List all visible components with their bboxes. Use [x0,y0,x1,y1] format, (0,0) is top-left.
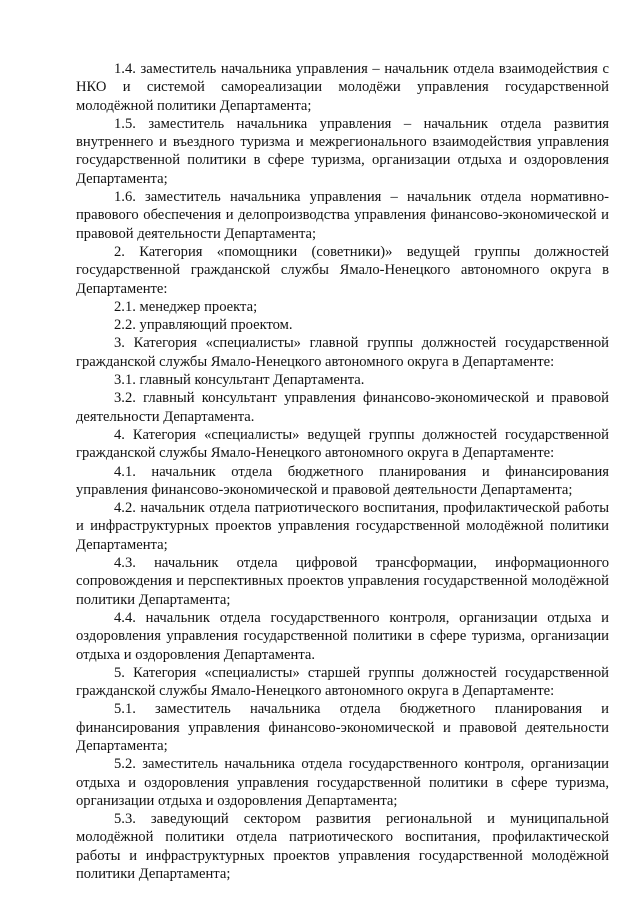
paragraph: 5.2. заместитель начальника отдела государственного контроля, организации отдыха и оздоровления управления государственной политики в сфере туризма, организации отдыха и оздоровления Департамента; [76,756,609,809]
paragraph: 3. Категория «специалисты» главной группы должностей государственной гражданской службы Ямало-Ненецкого автономного округа в Департаменте: [76,335,609,370]
paragraph: 3.2. главный консультант управления финансово-экономической и правовой деятельности Департамента. [76,390,609,425]
document-page [76,60,609,883]
paragraph: 1.4. заместитель начальника управления – начальник отдела взаимодействия с НКО и системой самореализации молодёжи управления государственной молодёжной политики Департамента; [76,61,609,114]
paragraph: 4.2. начальник отдела патриотического воспитания, профилактической работы и инфраструктурных проектов управления государственной молодёжной политики Департамента; [76,500,609,553]
paragraph: 4.3. начальник отдела цифровой трансформации, информационного сопровождения и перспективных проектов управления государственной молодёжной политики Департамента; [76,555,609,608]
paragraph: 2. Категория «помощники (советники)» ведущей группы должностей государственной гражданской службы Ямало-Ненецкого автономного округа в Департаменте: [76,243,609,297]
paragraph: 1.5. заместитель начальника управления – начальник отдела развития внутреннего и въездного туризма и межрегионального взаимодействия управления государственной политики в сфере туризма, организации отдыха и оздоровления Департамента; [76,115,609,187]
paragraph: 2.1. менеджер проекта; [114,298,258,315]
paragraph: 5.1. заместитель начальника отдела бюджетного планирования и финансирования управления финансово-экономической и правовой деятельности Департамента; [76,701,609,754]
paragraph: 5. Категория «специалисты» старшей группы должностей государственной гражданской службы Ямало-Ненецкого автономного округа в Департаменте: [76,664,609,700]
paragraph: 4.1. начальник отдела бюджетного планирования и финансирования управления финансово-экономической и правовой деятельности Департамента; [76,463,609,498]
paragraph: 5.3. заведующий сектором развития региональной и муниципальной молодёжной политики отдела патриотического воспитания, профилактической работы и инфраструктурных проектов управления государственной молодёжной политики Департамента; [76,811,609,883]
paragraph: 4. Категория «специалисты» ведущей группы должностей государственной гражданской службы Ямало-Ненецкого автономного округа в Департаменте: [76,426,609,462]
paragraph: 1.6. заместитель начальника управления – начальник отдела нормативно-правового обеспечения и делопроизводства управления финансово-экономической и правовой деятельности Департамента; [76,189,609,242]
paragraph: 3.1. главный консультант Департамента. [114,372,365,389]
paragraph: 2.2. управляющий проектом. [114,317,293,334]
paragraph: 4.4. начальник отдела государственного контроля, организации отдыха и оздоровления управления государственной политики в сфере туризма, организации отдыха и оздоровления Департамента. [76,609,609,663]
